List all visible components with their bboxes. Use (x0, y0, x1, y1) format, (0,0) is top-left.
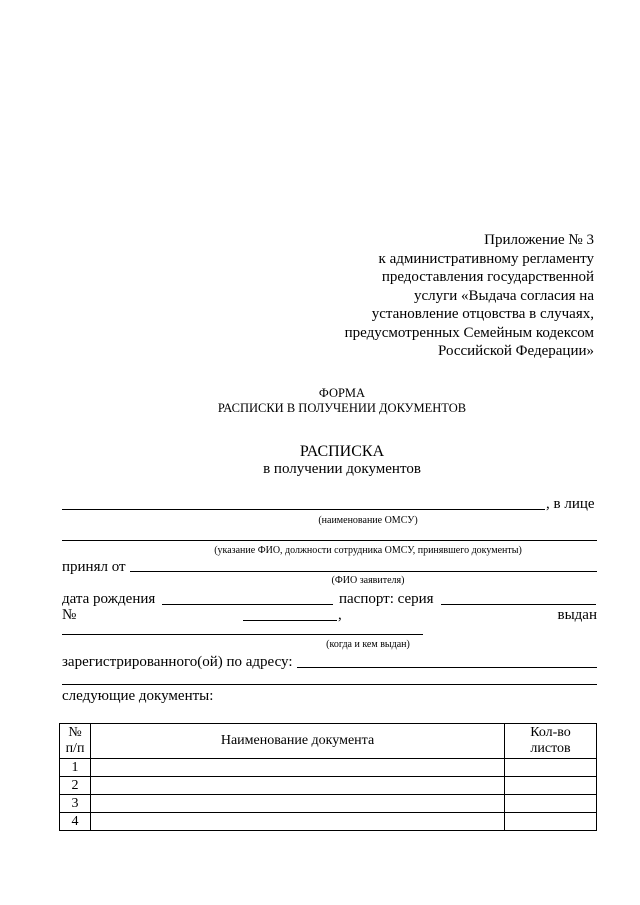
number-sign: № (62, 607, 77, 623)
row-number: 1 (60, 759, 91, 777)
row-doc-name[interactable] (91, 777, 505, 795)
appendix-line-2: к административному регламенту (378, 251, 594, 267)
row-sheet-count[interactable] (505, 795, 597, 813)
passport-series-line[interactable] (441, 604, 596, 605)
appendix-line-4: услуги «Выдача согласия на (413, 288, 594, 304)
address-line-1[interactable] (297, 667, 597, 668)
col-count-line-1: Кол-во (530, 725, 571, 740)
passport-number-line[interactable] (243, 620, 337, 621)
employee-line[interactable] (62, 540, 597, 541)
appendix-line-7: Российской Федерации» (437, 343, 594, 359)
registered-label: зарегистрированного(ой) по адресу: (62, 654, 293, 670)
col-name-header: Наименование документа (91, 724, 505, 759)
appendix-line-5: установление отцовства в случаях, (371, 306, 594, 322)
row-number: 4 (60, 813, 91, 831)
row-doc-name[interactable] (91, 795, 505, 813)
employee-hint: (указание ФИО, должности сотрудника ОМСУ, принявшего документы) (214, 545, 522, 556)
table-row (60, 759, 597, 777)
table-row (60, 813, 597, 831)
appendix-line-6: предусмотренных Семейным кодексом (344, 325, 594, 341)
issued-label: выдан (557, 607, 597, 623)
row-sheet-count[interactable] (505, 777, 597, 795)
table-row (60, 777, 597, 795)
form-title: РАСПИСКИ В ПОЛУЧЕНИИ ДОКУМЕНТОВ (217, 401, 467, 415)
doc-title: РАСПИСКА (299, 443, 385, 460)
omsu-hint: (наименование ОМСУ) (318, 515, 418, 526)
row-sheet-count[interactable] (505, 813, 597, 831)
row-number: 2 (60, 777, 91, 795)
accepted-from-label: принял от (62, 559, 126, 575)
col-num-line-1: № (68, 725, 82, 740)
in-person-label: , в лице (546, 496, 595, 512)
row-number: 3 (60, 795, 91, 813)
omsu-line[interactable] (62, 509, 545, 510)
passport-series-label: паспорт: серия (339, 591, 434, 607)
col-num-header (60, 724, 91, 759)
appendix-line-3: предоставления государственной (381, 269, 594, 285)
applicant-line[interactable] (130, 571, 597, 572)
col-num-line-2: п/п (65, 741, 85, 756)
col-count-header (505, 724, 597, 759)
issued-hint: (когда и кем выдан) (326, 639, 410, 650)
address-line-2[interactable] (62, 684, 597, 685)
col-count-line-2: листов (530, 741, 571, 756)
number-comma: , (338, 607, 342, 623)
row-doc-name[interactable] (91, 759, 505, 777)
row-sheet-count[interactable] (505, 759, 597, 777)
table-row (60, 795, 597, 813)
doc-subtitle: в получении документов (263, 461, 421, 477)
table-header-row (60, 724, 597, 759)
issued-line[interactable] (62, 634, 423, 635)
birth-date-label: дата рождения (62, 591, 156, 607)
applicant-hint: (ФИО заявителя) (331, 575, 405, 586)
birth-date-line[interactable] (162, 604, 333, 605)
form-label: ФОРМА (318, 386, 366, 400)
appendix-line-1: Приложение № 3 (484, 232, 594, 248)
following-docs-label: следующие документы: (62, 688, 214, 704)
row-doc-name[interactable] (91, 813, 505, 831)
documents-table (59, 723, 597, 831)
